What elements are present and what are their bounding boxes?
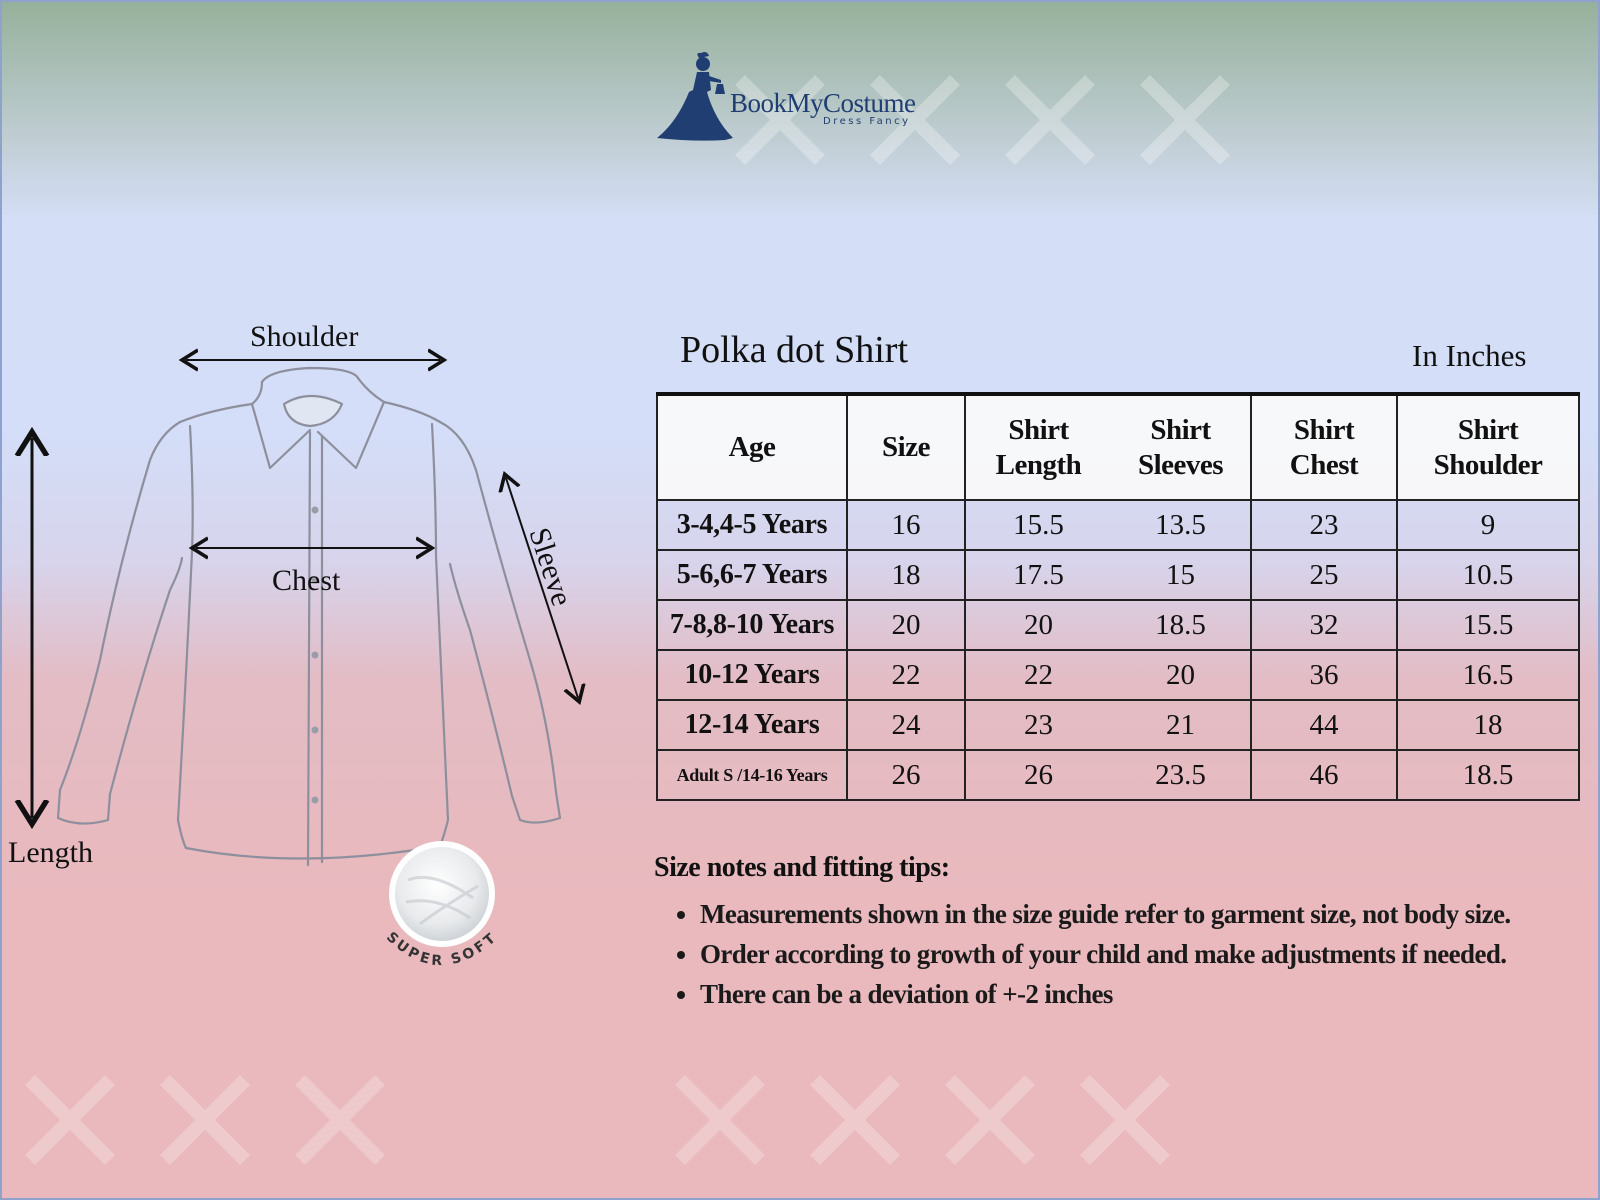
cell-age: 3-4,4-5 Years [657, 500, 847, 550]
cell-chest: 46 [1251, 750, 1397, 800]
cell-shoulder: 16.5 [1397, 650, 1579, 700]
header-shirt-chest: Shirt Chest [1251, 394, 1397, 500]
cell-sleeves: 21 [1111, 700, 1251, 750]
cell-sleeves: 15 [1111, 550, 1251, 600]
cell-chest: 36 [1251, 650, 1397, 700]
list-item: • Order according to growth of your child and make adjustments if needed. [700, 934, 1584, 974]
table-header-row [657, 394, 1579, 500]
background-x-pattern-bottom-left [10, 1060, 430, 1180]
brand-logo [655, 50, 945, 150]
cell-size: 16 [847, 500, 965, 550]
cell-length: 23 [965, 700, 1111, 750]
table-row [657, 750, 1579, 800]
notes-title: Size notes and fitting tips: [654, 852, 950, 883]
fabric-swatch-icon [378, 840, 508, 980]
header-shirt-length: Shirt Length [965, 394, 1111, 500]
header-age: Age [657, 394, 847, 500]
list-item: • Measurements shown in the size guide refer to garment size, not body size. [700, 894, 1584, 934]
cell-length: 15.5 [965, 500, 1111, 550]
cell-size: 26 [847, 750, 965, 800]
chest-label: Chest [272, 564, 341, 597]
cell-chest: 44 [1251, 700, 1397, 750]
cell-shoulder: 9 [1397, 500, 1579, 550]
cell-shoulder: 15.5 [1397, 600, 1579, 650]
super-soft-text: SUPER SOFT [383, 928, 501, 970]
cell-chest: 25 [1251, 550, 1397, 600]
header-shirt-sleeves: Shirt Sleeves [1111, 394, 1251, 500]
table-row [657, 600, 1579, 650]
cell-chest: 32 [1251, 600, 1397, 650]
fitting-notes [654, 852, 1584, 1014]
table-row [657, 500, 1579, 550]
cell-length: 17.5 [965, 550, 1111, 600]
cell-shoulder: 10.5 [1397, 550, 1579, 600]
length-label: Length [8, 836, 93, 869]
cell-age: 12-14 Years [657, 700, 847, 750]
cell-size: 22 [847, 650, 965, 700]
cell-sleeves: 20 [1111, 650, 1251, 700]
size-chart-table [656, 392, 1580, 801]
table-row [657, 700, 1579, 750]
super-soft-badge [378, 840, 508, 980]
header-size: Size [847, 394, 965, 500]
cell-sleeves: 18.5 [1111, 600, 1251, 650]
shoulder-label: Shoulder [250, 320, 359, 353]
cell-sleeves: 23.5 [1111, 750, 1251, 800]
sleeve-label: Sleeve [522, 523, 579, 610]
cell-age: 10-12 Years [657, 650, 847, 700]
cell-length: 26 [965, 750, 1111, 800]
cell-chest: 23 [1251, 500, 1397, 550]
notes-list [654, 894, 1584, 1014]
cell-age: 7-8,8-10 Years [657, 600, 847, 650]
table-row [657, 550, 1579, 600]
cell-shoulder: 18 [1397, 700, 1579, 750]
cell-size: 24 [847, 700, 965, 750]
cell-age: 5-6,6-7 Years [657, 550, 847, 600]
header-shirt-shoulder: Shirt Shoulder [1397, 394, 1579, 500]
units-label: In Inches [1412, 338, 1527, 373]
cell-size: 20 [847, 600, 965, 650]
cell-length: 22 [965, 650, 1111, 700]
size-chart-title: Polka dot Shirt [680, 329, 909, 371]
table-row [657, 650, 1579, 700]
background-x-pattern-bottom-right [660, 1060, 1220, 1180]
cell-sleeves: 13.5 [1111, 500, 1251, 550]
cell-age: Adult S /14-16 Years [657, 750, 847, 800]
brand-tagline: Dress Fancy [823, 116, 911, 127]
cell-shoulder: 18.5 [1397, 750, 1579, 800]
shirt-outline-icon [0, 300, 620, 1000]
brand-name: BookMyCostume [730, 88, 916, 118]
list-item: • There can be a deviation of +-2 inches [700, 974, 1584, 1014]
cell-length: 20 [965, 600, 1111, 650]
shirt-measurement-diagram [0, 300, 620, 1000]
cell-size: 18 [847, 550, 965, 600]
